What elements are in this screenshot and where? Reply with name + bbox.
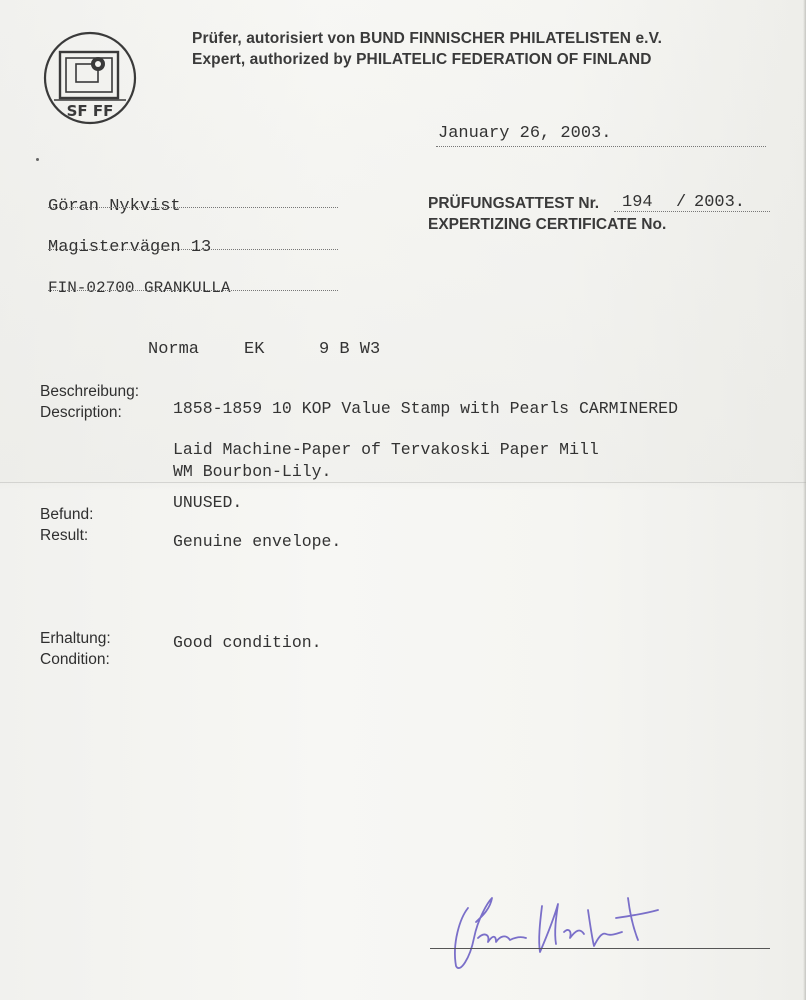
certificate-date: January 26, 2003. — [438, 124, 612, 143]
description-label-english: Description: — [40, 404, 122, 421]
result-label-german: Befund: — [40, 506, 94, 523]
header-line-english: Expert, authorized by PHILATELIC FEDERATION OF FINLAND — [192, 51, 652, 68]
result-value: Genuine envelope. — [173, 532, 342, 551]
condition-value: Good condition. — [173, 633, 322, 652]
paper-speck — [36, 158, 39, 161]
catalog-name: Norma — [148, 340, 200, 359]
street-dotted-line — [48, 249, 338, 250]
description-line-1: 1858-1859 10 KOP Value Stamp with Pearls CARMINERED — [173, 399, 678, 418]
description-label-german: Beschreibung: — [40, 383, 140, 400]
handwritten-signature — [430, 888, 670, 978]
condition-label-english: Condition: — [40, 651, 110, 668]
signature-line — [430, 948, 770, 949]
certificate-separator: / — [676, 193, 687, 212]
certificate-number: 194 — [622, 193, 653, 212]
federation-logo-icon — [42, 30, 138, 126]
catalog-code: EK — [244, 340, 265, 359]
recipient-name: Göran Nykvist — [48, 197, 181, 216]
name-dotted-line — [48, 207, 338, 208]
city-dotted-line — [48, 290, 338, 291]
certificate-year: 2003. — [694, 193, 746, 212]
description-line-3: WM Bourbon-Lily. — [173, 462, 332, 481]
description-line-2: Laid Machine-Paper of Tervakoski Paper Mill — [173, 440, 599, 459]
logo-text: SF FF — [66, 102, 114, 120]
certificate-label-german: PRÜFUNGSATTEST Nr. — [428, 195, 600, 212]
condition-label-german: Erhaltung: — [40, 630, 111, 647]
result-label-english: Result: — [40, 527, 89, 544]
catalog-number: 9 B W3 — [319, 340, 381, 359]
certificate-dotted-line — [614, 211, 770, 212]
recipient-street: Magistervägen 13 — [48, 238, 212, 257]
certificate-label-english: EXPERTIZING CERTIFICATE No. — [428, 216, 667, 233]
date-dotted-line — [436, 146, 766, 147]
description-line-4: UNUSED. — [173, 493, 243, 512]
header-line-german: Prüfer, autorisiert von BUND FINNISCHER PHILATELISTEN e.V. — [192, 30, 663, 47]
recipient-city: FIN-02700 GRANKULLA — [48, 279, 231, 297]
paper-fold — [0, 482, 806, 483]
